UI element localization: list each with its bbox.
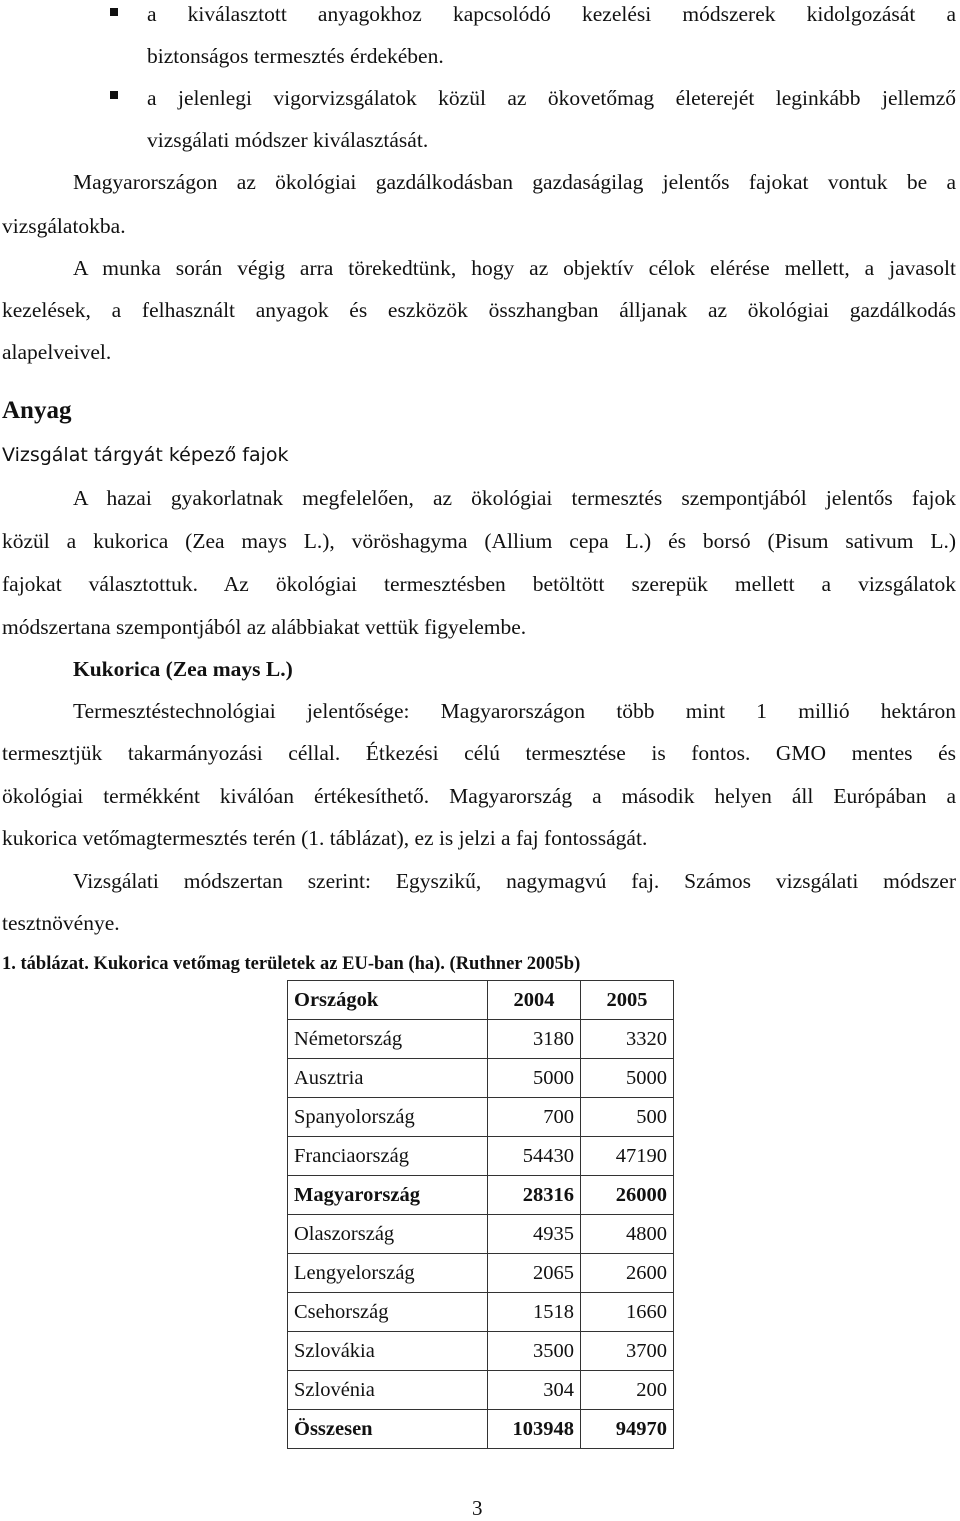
table-total-row — [288, 1410, 674, 1449]
para3-line-1: A hazai gyakorlatnak megfelelően, az ökológiai termesztés szempontjából jelentős fajok — [73, 486, 956, 510]
table-row — [288, 1059, 674, 1098]
para4-line-4: kukorica vetőmagtermesztés terén (1. táblázat), ez is jelzi a faj fontosságát. — [2, 826, 648, 850]
crop-title: Kukorica (Zea mays L.) — [73, 657, 293, 681]
table-row — [288, 1293, 674, 1332]
value-2005-cell: 2600 — [581, 1254, 674, 1293]
header-country: Országok — [288, 981, 488, 1020]
value-2005-cell: 1660 — [581, 1293, 674, 1332]
value-2004-cell: 4935 — [488, 1215, 581, 1254]
country-cell: Lengyelország — [288, 1254, 488, 1293]
para3-line-4: módszertana szempontjából az alábbiakat vettük figyelembe. — [2, 615, 527, 639]
table-row — [288, 1254, 674, 1293]
para4-line-1: Termesztéstechnológiai jelentősége: Magyarországon több mint 1 millió hektáron — [73, 699, 956, 723]
country-cell: Franciaország — [288, 1137, 488, 1176]
bullet-marker-2 — [110, 91, 118, 99]
value-2005-cell: 47190 — [581, 1137, 674, 1176]
value-2005-cell: 26000 — [581, 1176, 674, 1215]
country-cell: Olaszország — [288, 1215, 488, 1254]
country-cell: Magyarország — [288, 1176, 488, 1215]
value-2005-cell: 500 — [581, 1098, 674, 1137]
table-header-row — [288, 981, 674, 1020]
value-2005-cell: 4800 — [581, 1215, 674, 1254]
section-heading: Anyag — [2, 397, 72, 424]
value-2004-cell: 5000 — [488, 1059, 581, 1098]
total-2004-cell: 103948 — [488, 1410, 581, 1449]
value-2004-cell: 1518 — [488, 1293, 581, 1332]
subsection-heading: Vizsgálat tárgyát képező fajok — [2, 444, 289, 466]
country-cell: Németország — [288, 1020, 488, 1059]
table-row-highlighted — [288, 1176, 674, 1215]
table-row — [288, 1371, 674, 1410]
para1-line-2: vizsgálatokba. — [2, 214, 126, 238]
page-number: 3 — [472, 1496, 483, 1520]
table-row — [288, 1098, 674, 1137]
para5-line-1: Vizsgálati módszertan szerint: Egyszikű, nagymagvú faj. Számos vizsgálati módszer — [73, 869, 956, 893]
country-cell: Ausztria — [288, 1059, 488, 1098]
bullet-2-line-2: vizsgálati módszer kiválasztását. — [147, 128, 429, 152]
header-year-2005: 2005 — [581, 981, 674, 1020]
para5-line-2: tesztnövénye. — [2, 911, 120, 935]
para2-line-3: alapelveivel. — [2, 340, 112, 364]
bullet-marker-1 — [110, 8, 118, 16]
table-row — [288, 1020, 674, 1059]
value-2004-cell: 2065 — [488, 1254, 581, 1293]
value-2004-cell: 304 — [488, 1371, 581, 1410]
para2-line-1: A munka során végig arra törekedtünk, hogy az objektív célok elérése mellett, a javasolt — [73, 256, 956, 280]
para4-line-3: ökológiai termékként kiválóan értékesíthető. Magyarország a második helyen áll Európában a — [2, 784, 956, 808]
value-2005-cell: 3700 — [581, 1332, 674, 1371]
para4-line-2: termesztjük takarmányozási céllal. Étkezési célú termesztése is fontos. GMO mentes és — [2, 741, 956, 765]
table-row — [288, 1137, 674, 1176]
value-2005-cell: 3320 — [581, 1020, 674, 1059]
total-label-cell: Összesen — [288, 1410, 488, 1449]
para3-line-2: közül a kukorica (Zea mays L.), vöröshagyma (Allium cepa L.) és borsó (Pisum sativum L.) — [2, 529, 956, 553]
seed-area-table — [287, 980, 674, 1449]
total-2005-cell: 94970 — [581, 1410, 674, 1449]
para2-line-2: kezelések, a felhasznált anyagok és eszközök összhangban álljanak az ökológiai gazdálkodás — [2, 298, 956, 322]
bullet-2-line-1: a jelenlegi vigorvizsgálatok közül az ökovetőmag életerejét leginkább jellemző — [147, 86, 956, 110]
value-2005-cell: 200 — [581, 1371, 674, 1410]
value-2004-cell: 28316 — [488, 1176, 581, 1215]
table-caption: 1. táblázat. Kukorica vetőmag területek az EU-ban (ha). (Ruthner 2005b) — [2, 954, 581, 974]
country-cell: Spanyolország — [288, 1098, 488, 1137]
value-2004-cell: 54430 — [488, 1137, 581, 1176]
para1-line-1: Magyarországon az ökológiai gazdálkodásban gazdaságilag jelentős fajokat vontuk be a — [73, 170, 956, 194]
country-cell: Csehország — [288, 1293, 488, 1332]
table-row — [288, 1332, 674, 1371]
value-2004-cell: 3500 — [488, 1332, 581, 1371]
table-row — [288, 1215, 674, 1254]
value-2005-cell: 5000 — [581, 1059, 674, 1098]
header-year-2004: 2004 — [488, 981, 581, 1020]
bullet-1-line-1: a kiválasztott anyagokhoz kapcsolódó kezelési módszerek kidolgozását a — [147, 2, 956, 26]
country-cell: Szlovénia — [288, 1371, 488, 1410]
value-2004-cell: 700 — [488, 1098, 581, 1137]
para3-line-3: fajokat választottuk. Az ökológiai termesztésben betöltött szerepük mellett a vizsgálatok — [2, 572, 956, 596]
bullet-1-line-2: biztonságos termesztés érdekében. — [147, 44, 444, 68]
value-2004-cell: 3180 — [488, 1020, 581, 1059]
country-cell: Szlovákia — [288, 1332, 488, 1371]
